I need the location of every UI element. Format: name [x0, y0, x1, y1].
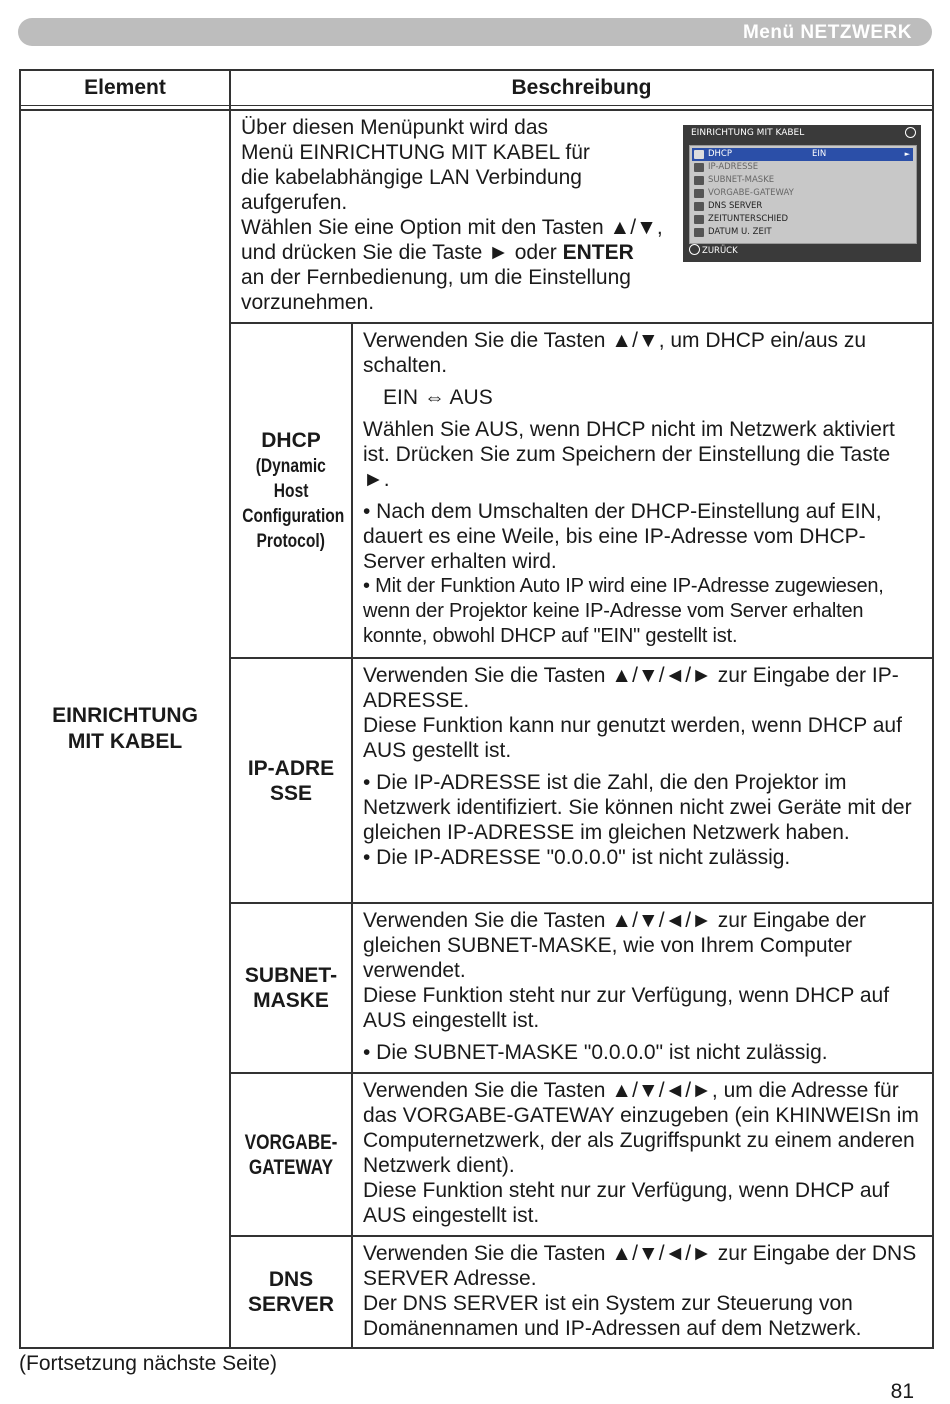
- menu-item-subnet-maske: SUBNET-MASKE: [692, 174, 913, 187]
- back-icon: [689, 244, 700, 255]
- calendar-icon: [694, 228, 704, 237]
- label-vorgabe-gateway: VORGABE-GATEWAY: [230, 1073, 352, 1236]
- menu-item-datum-zeit: DATUM U. ZEIT: [692, 226, 913, 239]
- menu-item-dhcp: DHCP EIN ►: [692, 148, 913, 161]
- menu-title: EINRICHTUNG MIT KABEL: [691, 128, 805, 138]
- intro-description: Über diesen Menüpunkt wird das Menü EINRICHTUNG MIT KABEL für die kabelabhängige LAN Verbindung aufgerufen. Wählen Sie eine Option mit den Tasten ▲/▼, und drücken Sie die Taste ► oder ENTER an der Fernbedienung, um die Einstellung vorzunehmen.: [230, 110, 933, 323]
- network-icon: [694, 176, 704, 185]
- network-icon: [694, 150, 704, 159]
- description-vorgabe-gateway: Verwenden Sie die Tasten ▲/▼/◄/►, um die Adresse für das VORGABE-GATEWAY einzugeben (ein KHINWEISn im Computernetzwerk, der als Zugriffspunkt zu einem anderen Netzwerk dient). Diese Funktion steht nur zur Verfügung, wenn DHCP auf AUS eingestellt ist.: [352, 1073, 933, 1236]
- label-dns-server: DNS SERVER: [230, 1236, 352, 1348]
- header-bar: [18, 18, 932, 46]
- menu-panel: [689, 145, 917, 244]
- label-subnet-maske: SUBNET-MASKE: [230, 903, 352, 1073]
- column-header-description: Beschreibung: [230, 70, 933, 106]
- description-subnet-maske: Verwenden Sie die Tasten ▲/▼/◄/► zur Eingabe der gleichen SUBNET-MASKE, wie von Ihrem Computer verwendet. Diese Funktion steht nur zur Verfügung, wenn DHCP auf AUS eingestellt ist. • Die SUBNET-MASKE "0.0.0.0" ist nicht zulässig.: [352, 903, 933, 1073]
- menu-item-ip-adresse: IP-ADRESSE: [692, 161, 913, 174]
- column-header-element: Element: [20, 70, 230, 106]
- section-title: Menü NETZWERK: [742, 22, 912, 43]
- network-icon: [694, 202, 704, 211]
- page-number: 81: [890, 1380, 914, 1403]
- menu-back: ZURÜCK: [689, 244, 738, 256]
- settings-icon: [905, 127, 916, 138]
- menu-item-vorgabe-gateway: VORGABE-GATEWAY: [692, 187, 913, 200]
- menu-screenshot: [683, 125, 921, 262]
- network-icon: [694, 163, 704, 172]
- description-dns-server: Verwenden Sie die Tasten ▲/▼/◄/► zur Eingabe der DNS SERVER Adresse. Der DNS SERVER ist ein System zur Steuerung von Domänennamen und IP-Adressen auf dem Netzwerk.: [352, 1236, 933, 1348]
- label-ip-adresse: IP-ADRESSE: [230, 658, 352, 903]
- description-ip-adresse: Verwenden Sie die Tasten ▲/▼/◄/► zur Eingabe der IP-ADRESSE. Diese Funktion kann nur genutzt werden, wenn DHCP auf AUS gestellt ist. • Die IP-ADRESSE ist die Zahl, die den Projektor im Netzwerk identifiziert. Sie können nicht zwei Geräte mit der gleichen IP-ADRESSE im gleichen Netzwerk haben. • Die IP-ADRESSE "0.0.0.0" ist nicht zulässig.: [352, 658, 933, 903]
- clock-icon: [694, 215, 704, 224]
- label-dhcp: DHCP (Dynamic Host Configuration Protocol): [230, 323, 352, 658]
- menu-item-zeitunterschied: ZEITUNTERSCHIED: [692, 213, 913, 226]
- continued-note: (Fortsetzung nächste Seite): [19, 1352, 277, 1375]
- element-name: EINRICHTUNG MIT KABEL: [20, 110, 230, 1348]
- description-dhcp: Verwenden Sie die Tasten ▲/▼, um DHCP ein/aus zu schalten. EIN ⇔ AUS Wählen Sie AUS, wenn DHCP nicht im Netzwerk aktiviert ist. Drücken Sie zum Speichern der Einstellung die Taste ►. • Nach dem Umschalten der DHCP-Einstellung auf EIN, dauert es eine Weile, bis eine IP-Adresse vom DHCP-Server erhalten wird. • Mit der Funktion Auto IP wird eine IP-Adresse zugewiesen, wenn der Projektor keine IP-Adresse vom Server erhalten konnte, obwohl DHCP auf "EIN" gestellt ist.: [352, 323, 933, 658]
- network-icon: [694, 189, 704, 198]
- menu-item-dns-server: DNS SERVER: [692, 200, 913, 213]
